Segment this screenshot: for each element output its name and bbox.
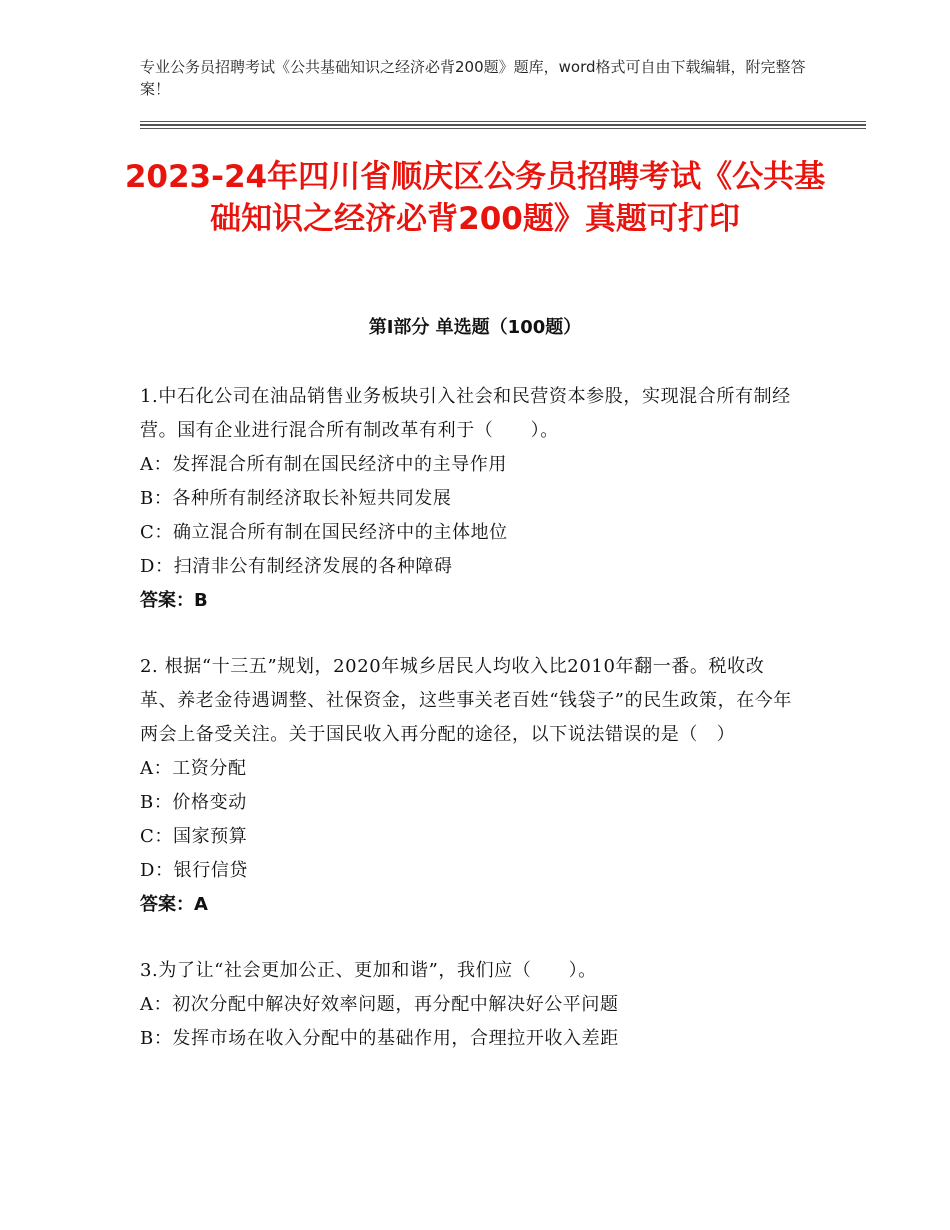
option-c: C：国家预算 [140,826,248,847]
header-divider-line [140,128,866,129]
question-text: 3.为了让“社会更加公正、更加和谐”，我们应（ ）。 [140,960,597,981]
answer: 答案：A [140,894,208,915]
option-b: B：各种所有制经济取长补短共同发展 [140,488,452,509]
question-text: 1.中石化公司在油品销售业务板块引入社会和民营资本参股，实现混合所有制经营。国有企业进行混合所有制改革有利于（ ）。 [140,386,791,441]
question-3 [140,954,800,1056]
header-divider-line [140,124,866,126]
option-b: B：价格变动 [140,792,247,813]
question-1 [140,380,800,618]
section-title: 第Ⅰ部分 单选题（100题） [368,317,582,338]
option-b: B：发挥市场在收入分配中的基础作用，合理拉开收入差距 [140,1028,619,1049]
option-a: A：发挥混合所有制在国民经济中的主导作用 [140,454,507,475]
option-a: A：初次分配中解决好效率问题，再分配中解决好公平问题 [140,994,619,1015]
header-divider-line [140,121,866,122]
question-2 [140,650,800,922]
option-c: C：确立混合所有制在国民经济中的主体地位 [140,522,508,543]
option-d: D：扫清非公有制经济发展的各种障碍 [140,556,453,577]
document-title: 2023-24年四川省顺庆区公务员招聘考试《公共基础知识之经济必背200题》真题可打印 [124,159,826,237]
header-note: 专业公务员招聘考试《公共基础知识之经济必背200题》题库，word格式可自由下载编辑，附完整答案！ [140,58,806,98]
question-text: 2. 根据“十三五”规划，2020年城乡居民人均收入比2010年翻一番。税收改革、养老金待遇调整、社保资金，这些事关老百姓“钱袋子”的民生政策，在今年两会上备受关注。关于国民收入再分配的途径，以下说法错误的是（ ） [140,656,793,745]
question-list [140,380,800,1088]
answer: 答案：B [140,590,208,611]
option-d: D：银行信贷 [140,860,249,881]
option-a: A：工资分配 [140,758,247,779]
